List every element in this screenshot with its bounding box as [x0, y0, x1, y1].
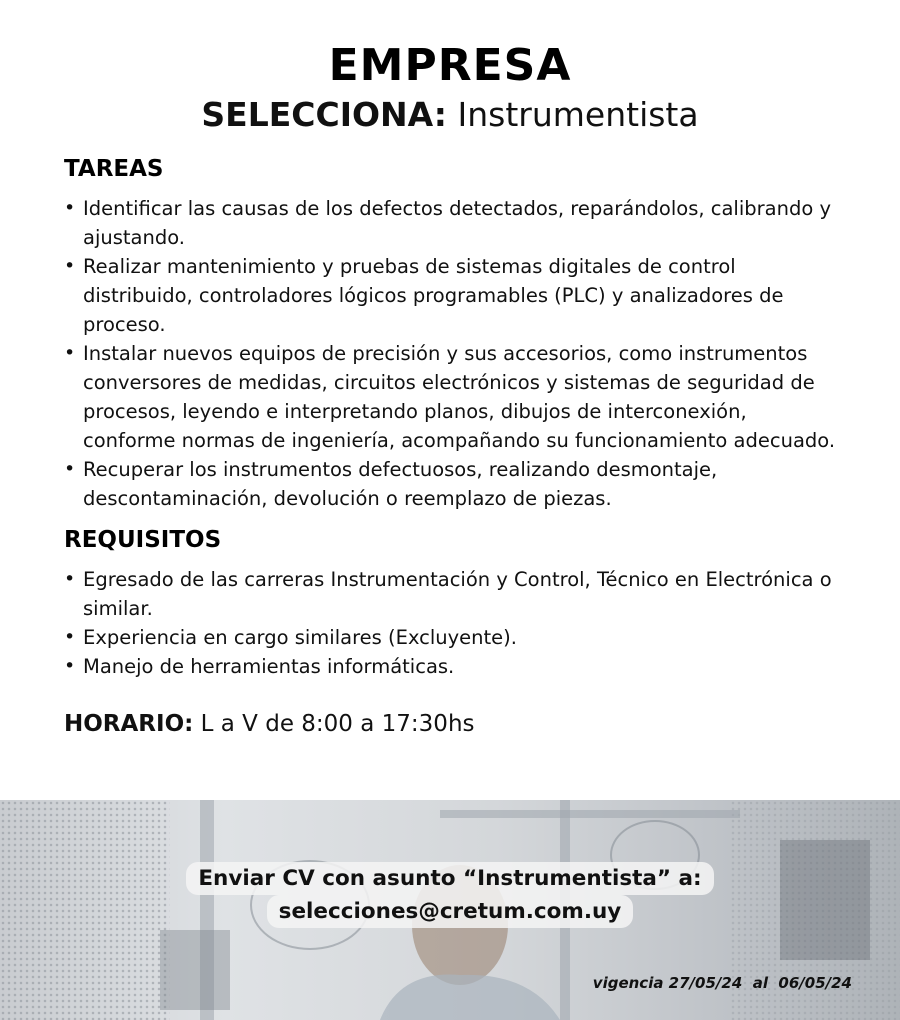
list-item: • Recuperar los instrumentos defectuosos, realizando desmontaje, descontaminación, devolución o reemplazo de piezas. [64, 455, 844, 513]
job-subtitle [0, 95, 900, 134]
list-item: • Experiencia en cargo similares (Excluyente). [64, 623, 844, 652]
list-item: • Instalar nuevos equipos de precisión y sus accesorios, como instrumentos conversores de medidas, circuitos electrónicos y sistemas de seguridad de procesos, leyendo e interpretando planos, dibujos de interconexión, conforme normas de ingeniería, acompañando su funcionamiento adecuado. [64, 339, 844, 455]
job-details [64, 156, 844, 737]
list-item: • Egresado de las carreras Instrumentación y Control, Técnico en Electrónica o similar. [64, 565, 844, 623]
list-item: • Realizar mantenimiento y pruebas de sistemas digitales de control distribuido, controladores lógicos programables (PLC) y analizadores de proceso. [64, 252, 844, 339]
requisitos-heading: REQUISITOS [64, 527, 222, 553]
requisitos-list [64, 565, 844, 681]
horario-value: L a V de 8:00 a 17:30hs [193, 711, 475, 737]
job-position: Instrumentista [447, 95, 699, 134]
subtitle-label: SELECCIONA: [201, 95, 448, 134]
requisitos-section [64, 527, 844, 681]
cta-email[interactable]: selecciones@cretum.com.uy [267, 895, 634, 928]
cta-block [165, 862, 735, 928]
list-item: • Manejo de herramientas informáticas. [64, 652, 844, 681]
header [0, 40, 900, 134]
horario-line [64, 711, 844, 737]
tareas-list [64, 194, 844, 513]
cta-instruction: Enviar CV con asunto “Instrumentista” a: [186, 862, 713, 895]
tareas-section [64, 156, 844, 513]
horario-label: HORARIO: [64, 711, 194, 737]
tareas-heading: TAREAS [64, 156, 164, 182]
vigencia-text: vigencia 27/05/24 al 06/05/24 [592, 974, 852, 992]
list-item: • Identificar las causas de los defectos detectados, reparándolos, calibrando y ajustando. [64, 194, 844, 252]
company-title: EMPRESA [328, 40, 572, 91]
